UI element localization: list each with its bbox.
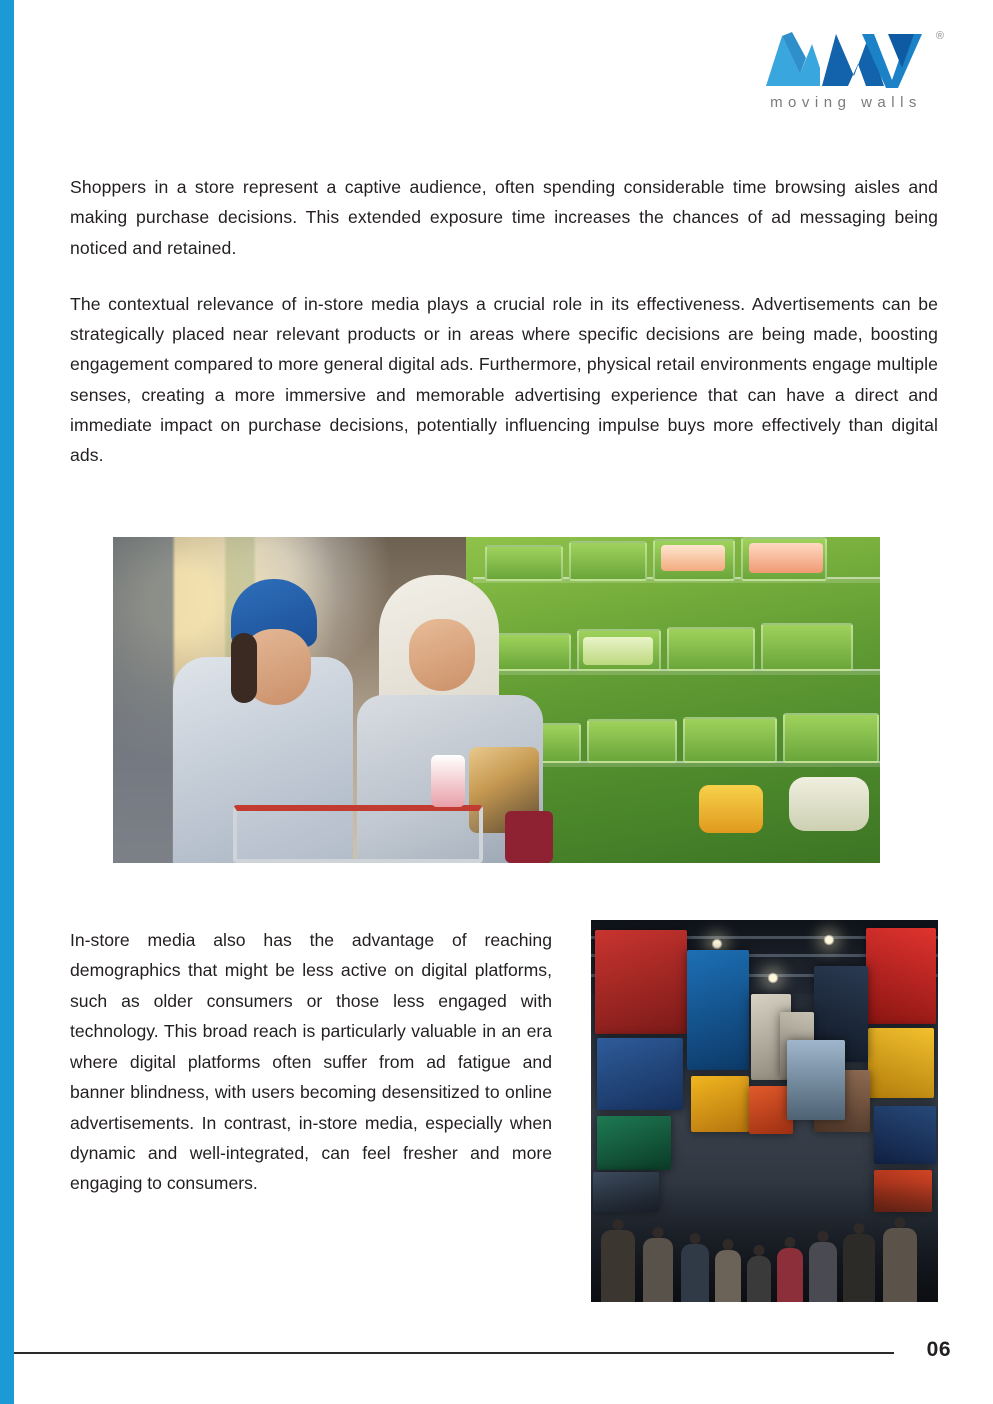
ceiling-light (711, 938, 723, 950)
digital-billboards-mall-photo (591, 920, 938, 1302)
crowd-figure-head (895, 1217, 906, 1228)
crowd-figure (601, 1230, 635, 1302)
crowd-figure-head (613, 1219, 624, 1230)
billboard-ad (595, 930, 687, 1034)
document-lower-column (70, 925, 552, 1199)
produce-crate (587, 719, 677, 763)
supermarket-shoppers-photo (113, 537, 880, 863)
mall-image-canvas (591, 920, 938, 1302)
produce-item (661, 545, 725, 571)
crowd-figure (715, 1250, 741, 1302)
produce-item (583, 637, 653, 665)
billboard-ad (868, 1028, 934, 1098)
billboard-ad (597, 1116, 671, 1170)
shopper-right-purse (505, 811, 553, 863)
moving-walls-logo-icon (762, 28, 944, 90)
crowd-figure-head (723, 1239, 734, 1250)
document-body (70, 172, 938, 496)
billboard-ad (874, 1106, 936, 1164)
paragraph-3: In-store media also has the advantage of reaching demographics that might be less active on digital platforms, such as older consumers or those less engaged with technology. This broad reach is particularly valuable in an era where digital platforms often suffer from ad fatigue and banner blindness, with users becoming desensitized to online advertisements. In contrast, in-store media, especially when dynamic and well-integrated, can feel fresher and more engaging to consumers. (70, 930, 552, 1194)
page-number: 06 (926, 1338, 951, 1361)
brand-logo (741, 28, 951, 111)
brand-wordmark: moving walls (770, 94, 922, 111)
crowd-figure-head (854, 1223, 865, 1234)
produce-crate (783, 713, 879, 763)
registered-trademark-icon: ® (935, 30, 944, 42)
paragraph-1: Shoppers in a store represent a captive audience, often spending considerable time browsing aisles and making purchase decisions. This extended exposure time increases the chances of ad messaging being noticed and retained. (70, 177, 938, 258)
crowd-figure-head (690, 1233, 701, 1244)
paragraph-2: The contextual relevance of in-store media plays a crucial role in its effectiveness. Advertisements can be strategically placed near relevant products or in areas where specific decisions are being made, boosting engagement compared to more general digital ads. Furthermore, physical retail environments engage multiple senses, creating a more immersive and memorable advertising experience that can have a direct and immediate impact on purchase decisions, potentially influencing impulse buys more effectively than digital ads. (70, 293, 938, 465)
produce-bag (789, 777, 869, 831)
produce-crate (761, 623, 853, 671)
produce-item (749, 543, 823, 573)
produce-crate (485, 545, 563, 581)
produce-crate (487, 633, 571, 671)
billboard-ad (866, 928, 936, 1024)
crowd-figure-head (785, 1237, 796, 1248)
billboard-ad (597, 1038, 683, 1110)
produce-item (699, 785, 763, 833)
hero-image-canvas (113, 537, 880, 863)
crowd-figure (681, 1244, 709, 1302)
crowd-figure-head (653, 1227, 664, 1238)
produce-crate (569, 541, 647, 581)
crowd-figure (777, 1248, 803, 1302)
footer-divider (14, 1352, 894, 1354)
crowd-figure (747, 1256, 771, 1302)
crowd-figure (883, 1228, 917, 1302)
billboard-ad (691, 1076, 749, 1132)
produce-crate (683, 717, 777, 763)
ceiling-light (767, 972, 779, 984)
crowd-figure-head (818, 1231, 829, 1242)
crowd-figure (843, 1234, 875, 1302)
page-accent-bar (0, 0, 14, 1404)
crowd-figure (809, 1242, 837, 1302)
crowd-figure (643, 1238, 673, 1302)
shopping-trolley (233, 805, 483, 863)
held-product (431, 755, 465, 807)
produce-crate (667, 627, 755, 671)
corridor-vista (787, 1040, 845, 1120)
shopper-right-face (409, 619, 475, 691)
crowd-figure-head (754, 1245, 765, 1256)
shopper-left-hair (231, 633, 257, 703)
ceiling-light (823, 934, 835, 946)
billboard-ad (687, 950, 749, 1070)
shopper-crowd (591, 1182, 938, 1302)
